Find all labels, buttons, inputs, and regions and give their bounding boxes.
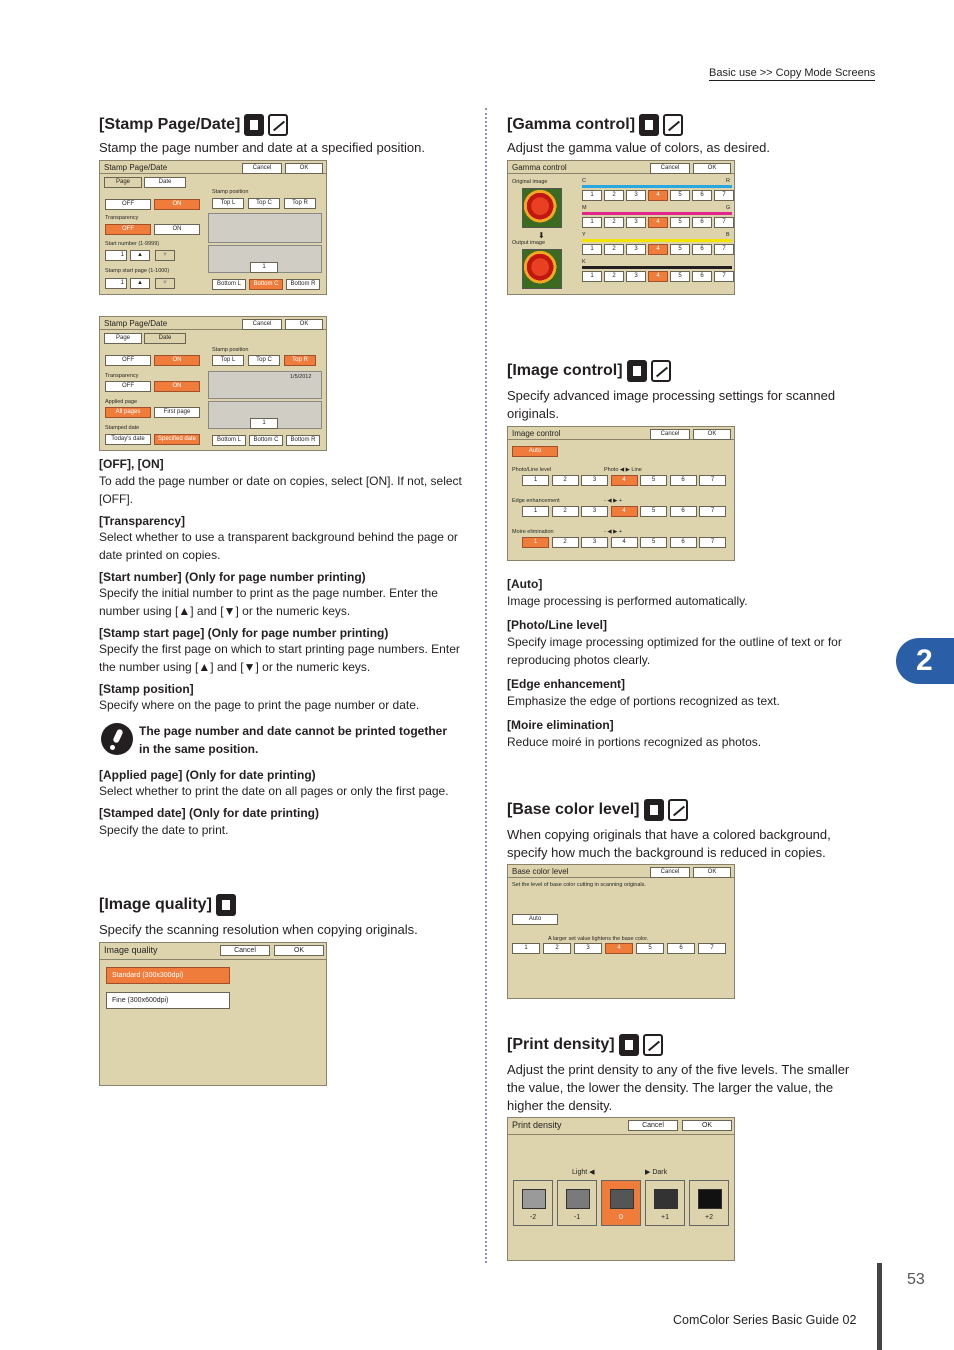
footer-bar xyxy=(877,1263,882,1350)
mono-mode-icon xyxy=(668,799,688,821)
panel-title: Base color level xyxy=(508,865,734,878)
base-color-level-button[interactable]: 5 xyxy=(636,943,664,954)
top-r-button[interactable]: Top R xyxy=(284,355,316,366)
gamma-level-button[interactable]: 6 xyxy=(692,271,712,282)
gamma-channel-label: C xyxy=(582,178,586,184)
tab-page[interactable]: Page xyxy=(104,177,142,188)
image-control-level-button[interactable]: 7 xyxy=(699,537,726,548)
density-level-button[interactable] xyxy=(645,1180,685,1226)
gamma-channel-label: G xyxy=(726,205,731,211)
gamma-level-button[interactable]: 7 xyxy=(714,190,734,201)
gamma-channel-label: R xyxy=(726,178,730,184)
gamma-channel-label: M xyxy=(582,205,587,211)
ok-button[interactable]: OK xyxy=(693,867,731,878)
image-control-level-button[interactable]: 7 xyxy=(699,475,726,486)
cancel-button[interactable]: Cancel xyxy=(628,1120,678,1131)
density-swatch xyxy=(654,1189,678,1209)
gamma-color-bar xyxy=(582,239,732,242)
column-divider xyxy=(485,108,487,1263)
transparency-off-button[interactable]: OFF xyxy=(105,224,151,235)
top-l-button[interactable]: Top L xyxy=(212,355,244,366)
print-density-panel xyxy=(507,1117,735,1261)
preview-number: 1 xyxy=(250,262,278,273)
base-color-panel xyxy=(507,864,735,999)
off-button[interactable]: OFF xyxy=(105,355,151,366)
item-text: Select whether to print the date on all pages or only the first page. xyxy=(99,784,449,798)
bottom-c-button[interactable]: Bottom C xyxy=(249,435,283,446)
item-text: Specify the initial number to print as the page number. Enter the number using [▲] and [▼] or the numeric keys. xyxy=(99,586,438,618)
gamma-level-button[interactable]: 7 xyxy=(714,244,734,255)
gamma-level-button[interactable]: 1 xyxy=(582,244,602,255)
transparency-on-button[interactable]: ON xyxy=(154,381,200,392)
stamp-start-page-down-button[interactable]: ▼ xyxy=(155,278,175,289)
gamma-level-button[interactable]: 1 xyxy=(582,190,602,201)
panel-title: Gamma control xyxy=(508,161,734,174)
density-title: [Print density] xyxy=(507,1036,615,1053)
item-head: [Photo/Line level] xyxy=(507,618,608,632)
item-head: [OFF], [ON] xyxy=(99,457,164,471)
stamp-start-page-input[interactable]: 1 xyxy=(105,278,127,289)
top-r-button[interactable]: Top R xyxy=(284,198,316,209)
gamma-level-button[interactable]: 6 xyxy=(692,244,712,255)
transparency-label: Transparency xyxy=(105,215,139,221)
footer-text: ComColor Series Basic Guide 02 xyxy=(673,1313,857,1327)
color-mode-icon xyxy=(627,360,647,382)
gamma-desc: Adjust the gamma value of colors, as desired. xyxy=(507,140,771,155)
item-text: Emphasize the edge of portions recognized as text. xyxy=(507,694,780,708)
panel-title: Print density xyxy=(508,1118,734,1135)
image-control-level-button[interactable]: 2 xyxy=(552,475,579,486)
image-control-level-button[interactable]: 1 xyxy=(522,475,549,486)
image-control-level-button[interactable]: 5 xyxy=(640,475,667,486)
top-c-button[interactable]: Top C xyxy=(248,355,280,366)
item-text: Specify image processing optimized for the outline of text or for reproducing photos clearly. xyxy=(507,635,842,667)
base-color-level-button[interactable]: 7 xyxy=(698,943,726,954)
gamma-level-button[interactable]: 2 xyxy=(604,190,624,201)
item-head: [Transparency] xyxy=(99,514,186,528)
gamma-level-button[interactable]: 5 xyxy=(670,271,690,282)
quality-title: [Image quality] xyxy=(99,896,212,913)
stamp-title: [Stamp Page/Date] xyxy=(99,116,241,133)
color-mode-icon xyxy=(244,114,264,136)
density-heading xyxy=(507,1034,663,1056)
stamp-position-label: Stamp position xyxy=(212,347,249,353)
ok-button[interactable]: OK xyxy=(682,1120,732,1131)
original-image-label: Original image xyxy=(512,179,548,185)
image-control-level-button[interactable]: 2 xyxy=(552,506,579,517)
base-color-level-button[interactable]: 4 xyxy=(605,943,633,954)
color-mode-icon xyxy=(639,114,659,136)
first-page-button[interactable]: First page xyxy=(154,407,200,418)
item-text: Select whether to use a transparent background behind the page or date printed on copies. xyxy=(99,530,458,562)
stamp-heading xyxy=(99,114,288,136)
image-control-level-button[interactable]: 4 xyxy=(611,475,638,486)
density-level-label: +2 xyxy=(705,1214,713,1221)
bottom-r-button[interactable]: Bottom R xyxy=(286,279,320,290)
density-level-label: -2 xyxy=(529,1214,537,1221)
start-number-up-button[interactable]: ▲ xyxy=(130,250,150,261)
gamma-level-button[interactable]: 3 xyxy=(626,190,646,201)
stamp-page-panel xyxy=(99,160,327,295)
panel-title: Image quality xyxy=(100,943,326,960)
gamma-level-button[interactable]: 5 xyxy=(670,244,690,255)
cancel-button[interactable]: Cancel xyxy=(650,867,690,878)
top-c-button[interactable]: Top C xyxy=(248,198,280,209)
auto-button[interactable]: Auto xyxy=(512,914,558,925)
stamp-start-page-up-button[interactable]: ▲ xyxy=(130,278,150,289)
density-level-label: 0 xyxy=(619,1214,623,1221)
gamma-control-panel xyxy=(507,160,735,295)
gamma-level-button[interactable]: 2 xyxy=(604,271,624,282)
chapter-tab: 2 xyxy=(896,638,954,684)
start-number-input[interactable]: 1 xyxy=(105,250,127,261)
density-level-button[interactable] xyxy=(601,1180,641,1226)
light-label: Light ◀ xyxy=(572,1169,595,1176)
image-control-range: - ◀ ▶ + xyxy=(604,529,623,535)
gamma-color-bar xyxy=(582,212,732,215)
specified-date-button[interactable]: Specified date xyxy=(154,434,200,445)
page-number: 53 xyxy=(907,1271,925,1288)
image-control-level-button[interactable]: 6 xyxy=(670,475,697,486)
bottom-l-button[interactable]: Bottom L xyxy=(212,279,246,290)
color-mode-icon xyxy=(619,1034,639,1056)
gamma-level-button[interactable]: 4 xyxy=(648,190,668,201)
color-mode-icon xyxy=(644,799,664,821)
image-control-level-button[interactable]: 4 xyxy=(611,506,638,517)
bottom-l-button[interactable]: Bottom L xyxy=(212,435,246,446)
density-level-button[interactable] xyxy=(557,1180,597,1226)
imagectl-title: [Image control] xyxy=(507,362,623,379)
item-head: [Applied page] (Only for date printing) xyxy=(99,768,316,782)
on-button[interactable]: ON xyxy=(154,199,200,210)
gamma-level-button[interactable]: 4 xyxy=(648,244,668,255)
image-control-level-button[interactable]: 4 xyxy=(611,537,638,548)
gamma-heading xyxy=(507,114,683,136)
gamma-level-button[interactable]: 5 xyxy=(670,190,690,201)
image-control-panel xyxy=(507,426,735,561)
basecolor-heading xyxy=(507,799,688,821)
applied-page-label: Applied page xyxy=(105,399,138,405)
original-image-thumbnail xyxy=(522,188,562,228)
image-control-level-button[interactable]: 7 xyxy=(699,506,726,517)
image-control-level-button[interactable]: 5 xyxy=(640,506,667,517)
item-head: [Moire elimination] xyxy=(507,718,614,732)
transparency-off-button[interactable]: OFF xyxy=(105,381,151,392)
image-control-level-button[interactable]: 5 xyxy=(640,537,667,548)
color-mode-icon xyxy=(216,894,236,916)
preview-date: 1/5/2012 xyxy=(290,374,312,380)
start-number-down-button[interactable]: ▼ xyxy=(155,250,175,261)
image-control-range: Photo ◀ ▶ Line xyxy=(604,467,642,473)
standard-button[interactable]: Standard (300x300dpi) xyxy=(106,967,230,984)
image-control-label: Edge enhancement xyxy=(512,498,560,504)
item-head: [Auto] xyxy=(507,577,543,591)
tab-page[interactable]: Page xyxy=(104,333,142,344)
gamma-level-button[interactable]: 3 xyxy=(626,271,646,282)
gamma-level-button[interactable]: 5 xyxy=(670,217,690,228)
item-head: [Stamp position] xyxy=(99,682,194,696)
base-color-level-button[interactable]: 1 xyxy=(512,943,540,954)
caution-icon xyxy=(101,723,133,755)
density-swatch xyxy=(566,1189,590,1209)
base-color-hint: A larger set value lightens the base color. xyxy=(548,936,649,942)
image-control-level-button[interactable]: 6 xyxy=(670,537,697,548)
image-control-label: Photo/Line level xyxy=(512,467,552,473)
on-button[interactable]: ON xyxy=(154,355,200,366)
imagectl-heading xyxy=(507,360,671,382)
gamma-level-button[interactable]: 1 xyxy=(582,271,602,282)
page-preview-top xyxy=(208,213,322,243)
ok-button[interactable]: OK xyxy=(693,163,731,174)
stamp-start-page-label: Stamp start page (1-1000) xyxy=(105,268,170,274)
cancel-button[interactable]: Cancel xyxy=(650,429,690,440)
gamma-level-button[interactable]: 6 xyxy=(692,190,712,201)
auto-button[interactable]: Auto xyxy=(512,446,558,457)
density-level-button[interactable] xyxy=(689,1180,729,1226)
gamma-color-bar xyxy=(582,185,732,188)
mono-mode-icon xyxy=(663,114,683,136)
bottom-r-button[interactable]: Bottom R xyxy=(286,435,320,446)
gamma-level-button[interactable]: 4 xyxy=(648,217,668,228)
item-text: Reduce moiré in portions recognized as photos. xyxy=(507,735,762,749)
gamma-level-button[interactable]: 7 xyxy=(714,271,734,282)
gamma-level-button[interactable]: 3 xyxy=(626,217,646,228)
dark-label: ▶ Dark xyxy=(645,1169,668,1176)
cancel-button[interactable]: Cancel xyxy=(242,319,282,330)
start-number-label: Start number (1-9999) xyxy=(105,241,160,247)
density-level-label: +1 xyxy=(661,1214,669,1221)
gamma-level-button[interactable]: 6 xyxy=(692,217,712,228)
density-level-label: -1 xyxy=(573,1214,581,1221)
output-image-thumbnail xyxy=(522,249,562,289)
item-head: [Stamped date] (Only for date printing) xyxy=(99,806,320,820)
image-control-level-button[interactable]: 3 xyxy=(581,475,608,486)
image-control-level-button[interactable]: 2 xyxy=(552,537,579,548)
ok-button[interactable]: OK xyxy=(285,163,323,174)
base-color-level-button[interactable]: 6 xyxy=(667,943,695,954)
panel-title: Image control xyxy=(508,427,734,440)
bottom-c-button[interactable]: Bottom C xyxy=(249,279,283,290)
image-control-level-button[interactable]: 1 xyxy=(522,506,549,517)
imagectl-desc: Specify advanced image processing settings for scanned originals. xyxy=(507,388,836,421)
ok-button[interactable]: OK xyxy=(274,945,324,956)
gamma-channel-label: K xyxy=(582,259,586,265)
image-quality-panel xyxy=(99,942,327,1086)
mono-mode-icon xyxy=(651,360,671,382)
image-control-level-button[interactable]: 6 xyxy=(670,506,697,517)
caution-text: The page number and date cannot be printed together in the same position. xyxy=(139,724,448,756)
gamma-level-button[interactable]: 4 xyxy=(648,271,668,282)
cancel-button[interactable]: Cancel xyxy=(220,945,270,956)
item-head: [Stamp start page] (Only for page number printing) xyxy=(99,626,389,640)
transparency-label: Transparency xyxy=(105,373,139,379)
density-desc: Adjust the print density to any of the five levels. The smaller the value, the lower the density. The larger the value, the higher the density. xyxy=(507,1062,850,1113)
cancel-button[interactable]: Cancel xyxy=(650,163,690,174)
todays-date-button[interactable]: Today's date xyxy=(105,434,151,445)
item-text: Specify the date to print. xyxy=(99,823,229,837)
gamma-color-bar xyxy=(582,266,732,269)
item-text: Image processing is performed automatically. xyxy=(507,594,748,608)
gamma-level-button[interactable]: 2 xyxy=(604,244,624,255)
fine-button[interactable]: Fine (300x600dpi) xyxy=(106,992,230,1009)
item-text: Specify where on the page to print the page number or date. xyxy=(99,698,420,712)
base-color-note: Set the level of base color cutting in scanning originals. xyxy=(512,882,646,888)
stamp-position-label: Stamp position xyxy=(212,189,249,195)
gamma-level-button[interactable]: 2 xyxy=(604,217,624,228)
gamma-level-button[interactable]: 3 xyxy=(626,244,646,255)
stamp-desc: Stamp the page number and date at a specified position. xyxy=(99,140,425,155)
arrow-down-icon: ⬇ xyxy=(538,231,545,240)
panel-title: Stamp Page/Date xyxy=(100,317,326,330)
mono-mode-icon xyxy=(268,114,288,136)
gamma-channel-label: B xyxy=(726,232,730,238)
off-button[interactable]: OFF xyxy=(105,199,151,210)
quality-heading xyxy=(99,894,236,916)
base-color-level-button[interactable]: 2 xyxy=(543,943,571,954)
output-image-label: Output image xyxy=(512,240,546,246)
item-head: [Start number] (Only for page number printing) xyxy=(99,570,366,584)
image-control-range: - ◀ ▶ + xyxy=(604,498,623,504)
tab-date[interactable]: Date xyxy=(144,333,186,344)
stamped-date-label: Stamped date xyxy=(105,425,140,431)
panel-title: Stamp Page/Date xyxy=(100,161,326,174)
quality-desc: Specify the scanning resolution when copying originals. xyxy=(99,922,418,937)
item-text: To add the page number or date on copies, select [ON]. If not, select [OFF]. xyxy=(99,474,462,506)
gamma-title: [Gamma control] xyxy=(507,116,636,133)
all-pages-button[interactable]: All pages xyxy=(105,407,151,418)
gamma-level-button[interactable]: 1 xyxy=(582,217,602,228)
density-swatch xyxy=(610,1189,634,1209)
image-control-label: Moire elimination xyxy=(512,529,554,535)
gamma-level-button[interactable]: 7 xyxy=(714,217,734,228)
stamp-date-panel xyxy=(99,316,327,451)
top-l-button[interactable]: Top L xyxy=(212,198,244,209)
breadcrumb[interactable]: Basic use >> Copy Mode Screens xyxy=(709,67,876,79)
tab-date[interactable]: Date xyxy=(144,177,186,188)
basecolor-desc: When copying originals that have a colored background, specify how much the background is reduced in copies. xyxy=(507,827,831,860)
image-control-level-button[interactable]: 1 xyxy=(522,537,549,548)
ok-button[interactable]: OK xyxy=(285,319,323,330)
mono-mode-icon xyxy=(643,1034,663,1056)
cancel-button[interactable]: Cancel xyxy=(242,163,282,174)
ok-button[interactable]: OK xyxy=(693,429,731,440)
transparency-on-button[interactable]: ON xyxy=(154,224,200,235)
item-text: Specify the first page on which to start printing page numbers. Enter the number using [▲] and [▼] or the numeric keys. xyxy=(99,642,460,674)
image-control-level-button[interactable]: 3 xyxy=(581,537,608,548)
density-swatch xyxy=(698,1189,722,1209)
density-swatch xyxy=(522,1189,546,1209)
basecolor-title: [Base color level] xyxy=(507,801,640,818)
base-color-level-button[interactable]: 3 xyxy=(574,943,602,954)
item-head: [Edge enhancement] xyxy=(507,677,626,691)
gamma-channel-label: Y xyxy=(582,232,586,238)
density-level-button[interactable] xyxy=(513,1180,553,1226)
image-control-level-button[interactable]: 3 xyxy=(581,506,608,517)
preview-number: 1 xyxy=(250,418,278,429)
